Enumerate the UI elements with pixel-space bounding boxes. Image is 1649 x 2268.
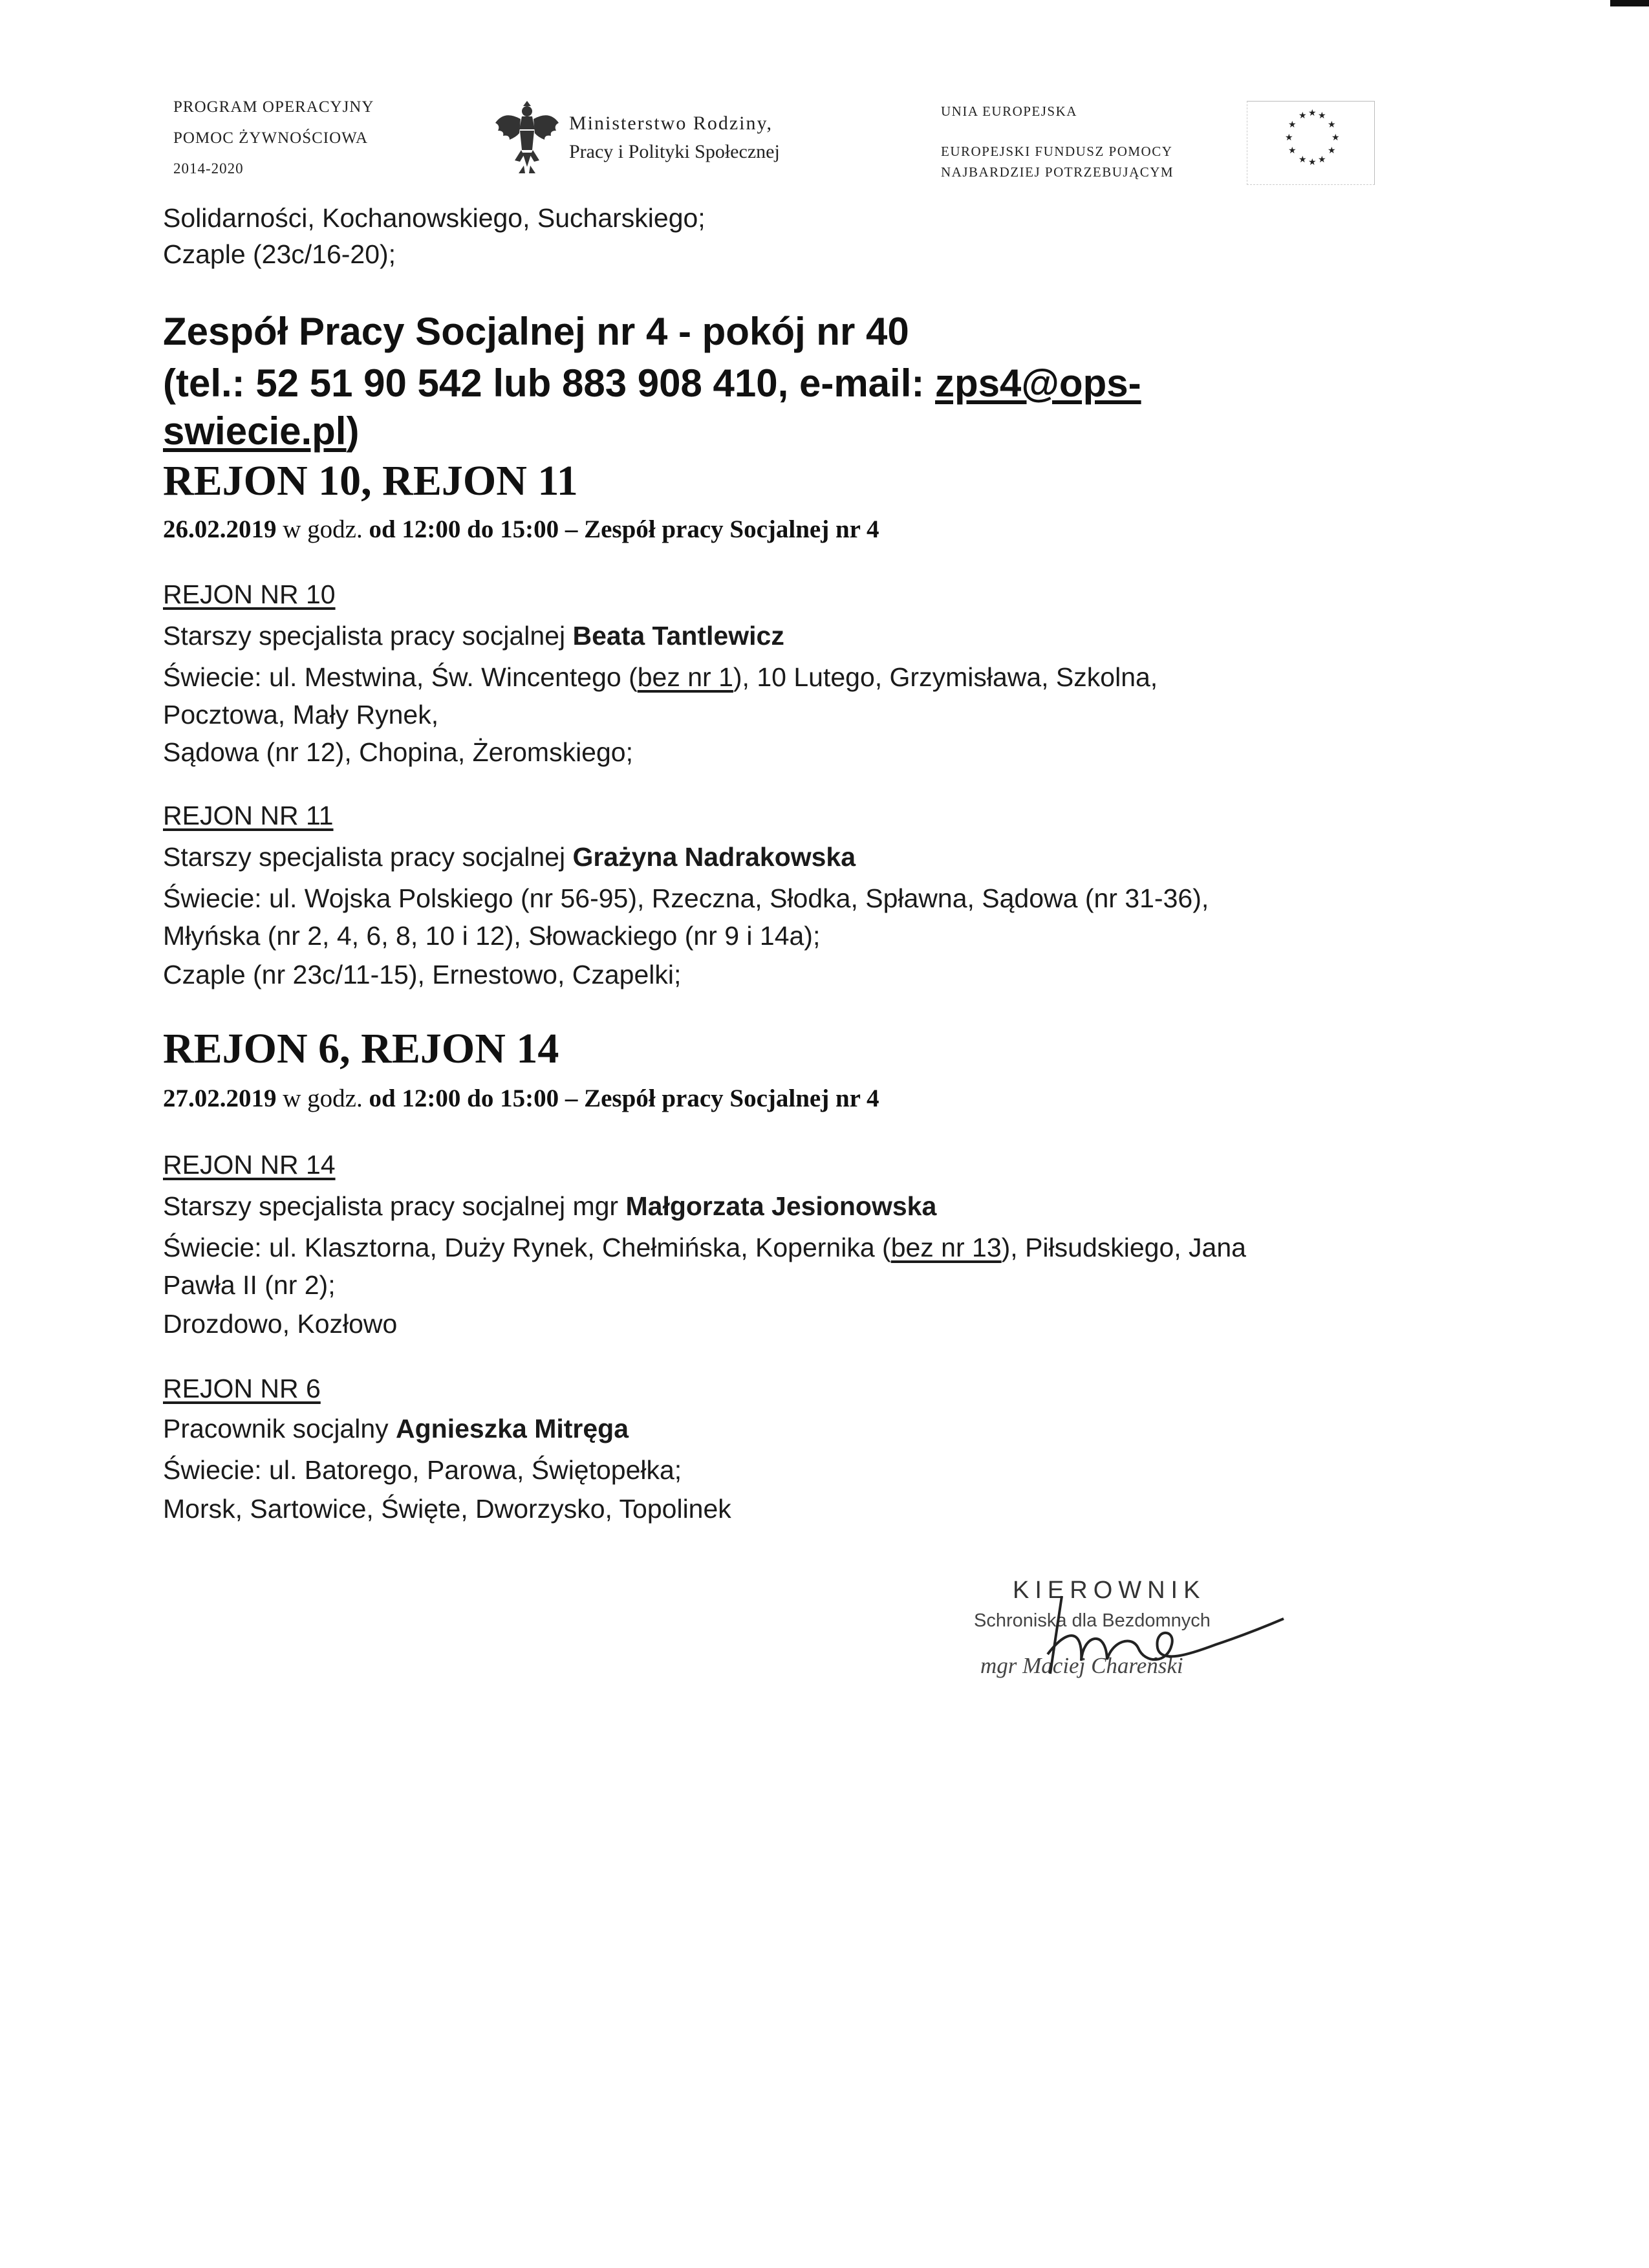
rejon-14-worker — [163, 1191, 936, 1222]
program-line-3: 2014-2020 — [173, 160, 244, 177]
rejon-11-streets-line-2: Młyńska (nr 2, 4, 6, 8, 10 i 12), Słowackiego (nr 9 i 14a); — [163, 921, 821, 951]
team-contact-line-1 — [163, 361, 1141, 405]
svg-text:★: ★ — [1331, 133, 1340, 143]
section1-w-godz: w godz. — [276, 515, 369, 543]
ministry-line-1: Ministerstwo Rodziny, — [569, 113, 773, 134]
rejon-11-role: Starszy specjalista pracy socjalnej — [163, 842, 573, 872]
rejon-10-role: Starszy specjalista pracy socjalnej — [163, 621, 573, 651]
eu-line-2: EUROPEJSKI FUNDUSZ POMOCY — [941, 144, 1173, 159]
section2-w-godz: w godz. — [276, 1085, 369, 1112]
ministry-line-2: Pracy i Polityki Społecznej — [569, 141, 780, 162]
svg-text:★: ★ — [1308, 157, 1317, 167]
svg-text:★: ★ — [1318, 155, 1326, 165]
stamp-unit: Schroniska dla Bezdomnych — [974, 1610, 1211, 1631]
rejon-10-l1u: bez nr 1 — [637, 662, 733, 692]
team-contact-suffix: ) — [346, 409, 360, 453]
rejon-6-streets-line-1: Świecie: ul. Batorego, Parowa, Świętopełka; — [163, 1455, 682, 1485]
rejon-10-l1a: Świecie: ul. Mestwina, Św. Wincentego ( — [163, 662, 638, 692]
rejon-10-l1b: ), 10 Lutego, Grzymisława, Szkolna, — [733, 662, 1158, 692]
rejon-10-worker — [163, 621, 784, 651]
rejon-6-worker — [163, 1414, 629, 1444]
rejon-14-streets-line-1 — [163, 1233, 1246, 1263]
rejon-6-label: REJON NR 6 — [163, 1374, 321, 1403]
stamp-title: KIEROWNIK — [1013, 1577, 1206, 1604]
rejon-6-streets-line-2: Morsk, Sartowice, Święte, Dworzysko, Topolinek — [163, 1494, 731, 1524]
section1-time: od 12:00 do 15:00 – Zespół pracy Socjalnej nr 4 — [369, 515, 879, 543]
eu-line-3: NAJBARDZIEJ POTRZEBUJĄCYM — [941, 164, 1174, 180]
section2-date-line — [163, 1084, 879, 1113]
section1-date: 26.02.2019 — [163, 515, 277, 543]
rejon-10-label: REJON NR 10 — [163, 579, 336, 609]
rejon-14-l1b: ), Piłsudskiego, Jana — [1001, 1233, 1246, 1262]
rejon-14-streets-line-3: Drozdowo, Kozłowo — [163, 1309, 398, 1339]
stamp-person: mgr Maciej Chareński — [980, 1653, 1183, 1678]
svg-text:★: ★ — [1328, 146, 1336, 156]
rejon-10-streets-line-2: Pocztowa, Mały Rynek, — [163, 700, 439, 729]
svg-text:★: ★ — [1285, 133, 1293, 143]
rejon-11-streets-line-1: Świecie: ul. Wojska Polskiego (nr 56-95), Rzeczna, Słodka, Spławna, Sądowa (nr 31-36), — [163, 883, 1209, 913]
eu-line-1: UNIA EUROPEJSKA — [941, 103, 1077, 119]
rejon-11-name: Grażyna Nadrakowska — [572, 842, 856, 872]
svg-text:★: ★ — [1308, 108, 1317, 118]
team-email-part-1[interactable]: zps4@ops- — [935, 362, 1141, 405]
rejon-14-streets-line-2: Pawła II (nr 2); — [163, 1270, 336, 1300]
section2-time: od 12:00 do 15:00 – Zespół pracy Socjalnej nr 4 — [369, 1085, 879, 1112]
rejon-11-worker — [163, 842, 856, 872]
program-line-1: PROGRAM OPERACYJNY — [173, 98, 374, 116]
team-contact-line-2 — [163, 409, 359, 453]
intro-line-2: Czaple (23c/16-20); — [163, 239, 396, 269]
svg-text:★: ★ — [1299, 155, 1307, 165]
svg-text:★: ★ — [1288, 120, 1297, 130]
rejon-6-name: Agnieszka Mitręga — [396, 1414, 629, 1443]
svg-text:★: ★ — [1328, 120, 1336, 130]
rejon-10-streets-line-3: Sądowa (nr 12), Chopina, Żeromskiego; — [163, 737, 633, 767]
rejon-6-role: Pracownik socjalny — [163, 1414, 396, 1443]
rejon-14-name: Małgorzata Jesionowska — [625, 1191, 937, 1221]
svg-text:★: ★ — [1288, 146, 1297, 156]
section1-date-line — [163, 515, 879, 544]
team-contact-prefix: (tel.: 52 51 90 542 lub 883 908 410, e-mail: — [163, 362, 936, 405]
intro-line-1: Solidarności, Kochanowskiego, Sucharskiego; — [163, 203, 706, 233]
eu-flag — [1247, 101, 1375, 185]
rejon-14-l1a: Świecie: ul. Klasztorna, Duży Rynek, Chełmińska, Kopernika ( — [163, 1233, 891, 1262]
rejon-10-name: Beata Tantlewicz — [572, 621, 784, 651]
section2-date: 27.02.2019 — [163, 1085, 277, 1112]
rejon-11-label: REJON NR 11 — [163, 801, 334, 830]
rejon-14-l1u: bez nr 13 — [890, 1233, 1002, 1262]
rejon-14-role: Starszy specjalista pracy socjalnej mgr — [163, 1191, 626, 1221]
rejon-10-streets-line-1 — [163, 662, 1158, 693]
eu-stars-icon — [1247, 102, 1374, 184]
svg-text:★: ★ — [1318, 111, 1326, 121]
rejon-14-label: REJON NR 14 — [163, 1150, 336, 1180]
rejon-11-streets-line-3: Czaple (nr 23c/11-15), Ernestowo, Czapelki; — [163, 960, 682, 989]
section1-heading: REJON 10, REJON 11 — [163, 457, 578, 504]
team-title: Zespół Pracy Socjalnej nr 4 - pokój nr 40 — [163, 310, 909, 353]
program-line-2: POMOC ŻYWNOŚCIOWA — [173, 129, 369, 147]
svg-text:★: ★ — [1299, 111, 1307, 121]
handwritten-signature-icon — [1022, 1583, 1293, 1680]
scan-edge-mark — [1610, 0, 1649, 6]
section2-heading: REJON 6, REJON 14 — [163, 1025, 559, 1072]
polish-eagle-emblem-icon — [491, 97, 563, 178]
team-email-part-2[interactable]: swiecie.pl — [163, 409, 347, 453]
